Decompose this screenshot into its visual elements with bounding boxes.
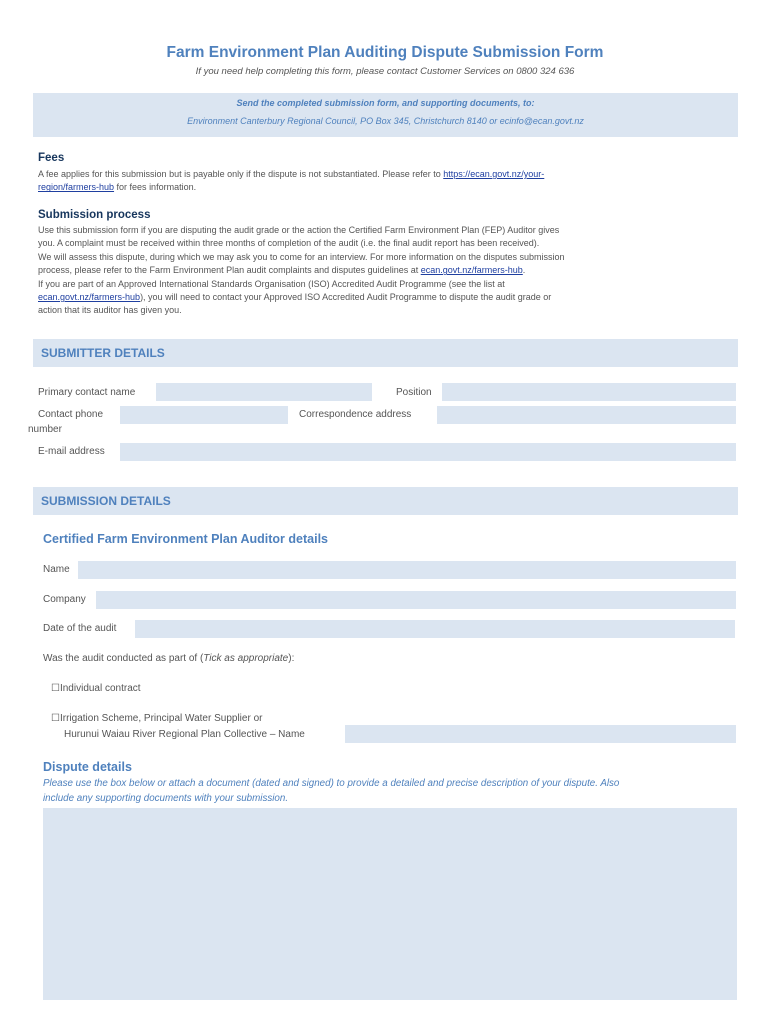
contact-phone-field[interactable]: [120, 406, 288, 424]
process-text: [38, 224, 688, 318]
process-heading: Submission process: [38, 209, 151, 221]
dispute-instr-line: Please use the box below or attach a document (dated and signed) to provide a detailed and precise description of your dispute. Also: [43, 778, 620, 789]
help-subtitle: If you need help completing this form, please contact Customer Services on 0800 324 636: [195, 66, 575, 77]
correspondence-label: Correspondence address: [299, 409, 412, 420]
process-line: you. A complaint must be received within three months of completion of the audit (i.e. the final audit report has been received).: [38, 238, 540, 249]
checkbox-icon[interactable]: ☐: [51, 683, 60, 694]
checkbox-icon[interactable]: ☐: [51, 713, 60, 724]
primary-contact-label: Primary contact name: [38, 387, 136, 398]
position-label: Position: [396, 387, 432, 398]
fees-text-end: for fees information.: [114, 182, 197, 193]
conducted-post: ):: [288, 653, 295, 664]
fees-link-cont[interactable]: region/farmers-hub: [38, 182, 115, 193]
primary-contact-field[interactable]: [156, 383, 372, 401]
fees-link[interactable]: https://ecan.govt.nz/your-: [443, 169, 545, 179]
conducted-em: Tick as appropriate: [203, 653, 289, 664]
dispute-instructions: [43, 776, 743, 806]
dispute-instr-line: include any supporting documents with your submission.: [43, 793, 289, 804]
irrigation-name-field[interactable]: [345, 725, 736, 743]
option-irrigation-label: Irrigation Scheme, Principal Water Supplier or: [59, 713, 263, 724]
send-instruction: Send the completed submission form, and supporting documents, to:: [236, 98, 535, 108]
fees-text-start: A fee applies for this submission but is payable only if the dispute is not substantiated. Please refer to: [38, 169, 444, 179]
dispute-textarea[interactable]: [43, 808, 737, 1000]
conducted-question: [43, 653, 294, 664]
farmers-hub-link-2[interactable]: ecan.govt.nz/farmers-hub: [38, 292, 141, 303]
fees-heading: Fees: [38, 152, 65, 164]
process-line: ), you will need to contact your Approved ISO Accredited Audit Programme to dispute the audit grade or: [140, 292, 552, 303]
audit-date-label: Date of the audit: [43, 623, 117, 634]
page-title: Farm Environment Plan Auditing Dispute Submission Form: [166, 44, 604, 61]
dispute-heading: Dispute details: [43, 760, 132, 774]
audit-date-field[interactable]: [135, 620, 735, 638]
submission-heading: SUBMISSION DETAILS: [41, 494, 171, 508]
contact-phone-label: Contact phone: [38, 409, 104, 420]
auditor-heading: Certified Farm Environment Plan Auditor details: [43, 532, 328, 546]
process-line: Use this submission form if you are disputing the audit grade or the action the Certified Farm Environment Plan (FEP) Auditor gives: [38, 225, 560, 235]
company-label: Company: [43, 594, 86, 605]
auditor-name-field[interactable]: [78, 561, 736, 579]
email-label: E-mail address: [38, 446, 105, 457]
company-field[interactable]: [96, 591, 736, 609]
fees-text: [38, 168, 678, 195]
contact-phone-label-cont: number: [28, 424, 62, 435]
option-individual-label: Individual contract: [59, 683, 141, 694]
process-line: action that its auditor has given you.: [38, 305, 182, 316]
process-line: If you are part of an Approved International Standards Organisation (ISO) Accredited Audit Programme (see the list at: [38, 278, 505, 289]
option-irrigation[interactable]: [51, 713, 262, 724]
send-address: Environment Canterbury Regional Council, PO Box 345, Christchurch 8140 or ecinfo@ecan.govt.nz: [187, 116, 584, 126]
option-irrigation-label-cont: Hurunui Waiau River Regional Plan Collective – Name: [64, 729, 305, 740]
position-field[interactable]: [442, 383, 736, 401]
option-individual[interactable]: [51, 683, 141, 694]
farmers-hub-link[interactable]: ecan.govt.nz/farmers-hub: [420, 265, 523, 276]
auditor-name-label: Name: [43, 564, 70, 575]
process-line-end: .: [522, 265, 526, 276]
email-field[interactable]: [120, 443, 736, 461]
process-line: We will assess this dispute, during which we may ask you to come for an interview. For more information on the disputes submission: [38, 251, 565, 262]
process-line: process, please refer to the Farm Environment Plan audit complaints and disputes guidelines at: [38, 265, 421, 276]
correspondence-field[interactable]: [437, 406, 736, 424]
conducted-pre: Was the audit conducted as part of (: [43, 653, 204, 664]
submitter-heading: SUBMITTER DETAILS: [41, 346, 165, 360]
